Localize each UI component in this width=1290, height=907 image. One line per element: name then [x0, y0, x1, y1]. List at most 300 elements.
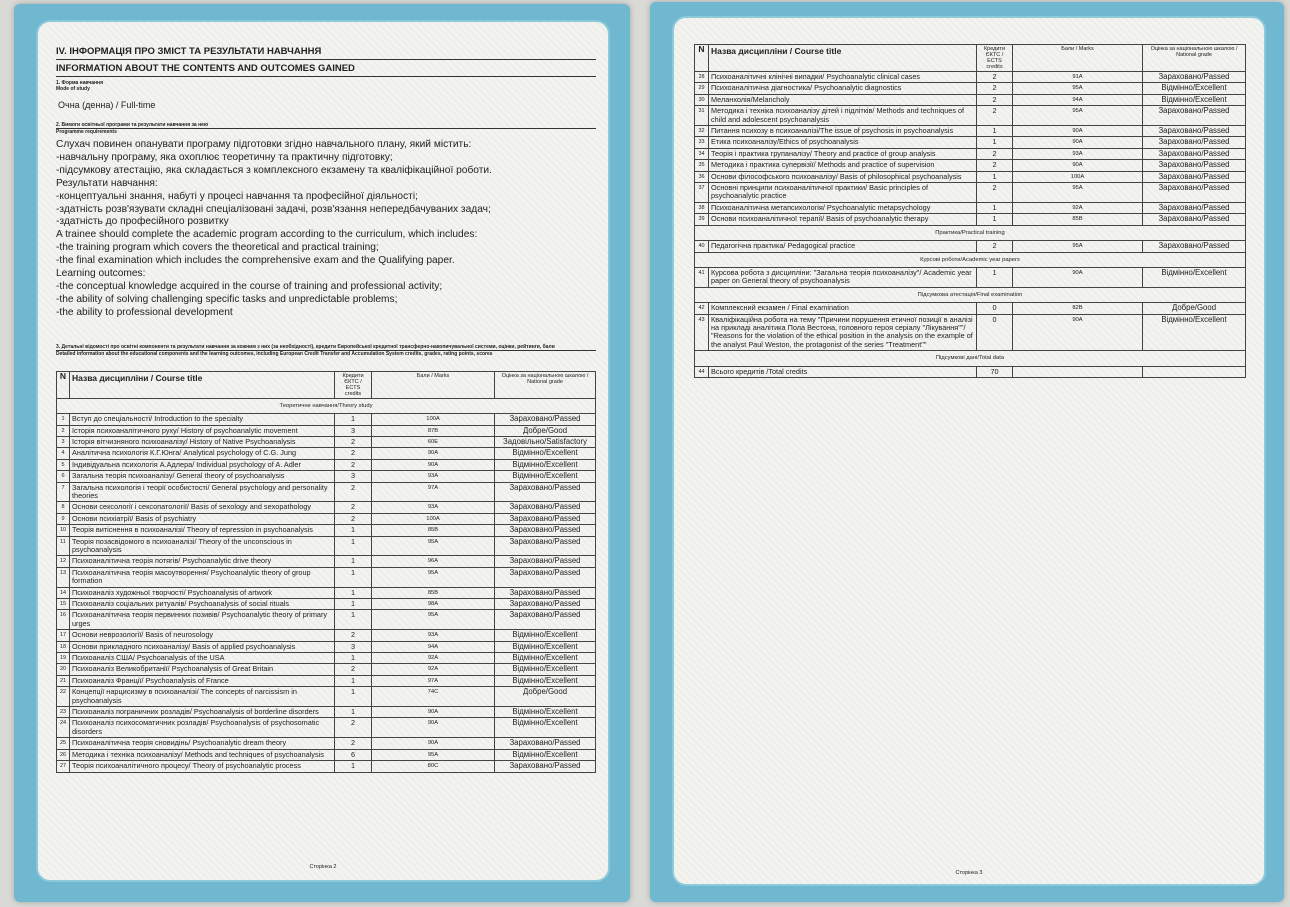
cell-mark: 95A	[372, 567, 495, 587]
cell-credits: 3	[335, 641, 372, 652]
table-row	[57, 471, 596, 482]
cell-n: 29	[695, 83, 709, 94]
cell-credits: 1	[335, 610, 372, 630]
cell-n: 8	[57, 502, 70, 513]
cell-title: Комплексний екзамен / Final examination	[709, 303, 977, 314]
cell-n: 24	[57, 718, 70, 738]
table-row	[57, 556, 596, 567]
cell-n: 7	[57, 482, 70, 502]
cell-credits: 1	[335, 653, 372, 664]
table-row	[57, 738, 596, 749]
cell-title: Теорія і практика групаналізу/ Theory and practice of group analysis	[709, 148, 977, 159]
cell-mark: 90A	[372, 459, 495, 470]
cell-title: Психоаналіз художньої творчості/ Psychoanalysis of artwork	[70, 587, 335, 598]
cell-n: 15	[57, 599, 70, 610]
cell-title: Історія психоаналітичного руху/ History of psychoanalytic movement	[70, 425, 335, 436]
cell-title: Психоаналіз США/ Psychoanalysis of the USA	[70, 653, 335, 664]
cell-credits: 70	[977, 366, 1013, 377]
cell-grade: Зараховано/Passed	[495, 525, 596, 536]
cell-mark: 93A	[372, 471, 495, 482]
requirement-line: Learning outcomes:	[56, 268, 146, 280]
cell-grade: Зараховано/Passed	[1143, 72, 1246, 83]
cell-title: Психоаналітична метапсихологія/ Psychoanalytic metapsychology	[709, 202, 977, 213]
cell-grade: Відмінно/Excellent	[495, 471, 596, 482]
table-row	[57, 587, 596, 598]
cell-mark: 90A	[372, 718, 495, 738]
cell-mark: 85B	[1013, 214, 1143, 225]
cell-grade: Зараховано/Passed	[1143, 171, 1246, 182]
cell-title: Психоаналіз соціальних ритуалів/ Psychoanalysis of social rituals	[70, 599, 335, 610]
cell-mark: 85B	[372, 525, 495, 536]
cell-grade: Відмінно/Excellent	[495, 749, 596, 760]
cell-title: Педагогічна практика/ Pedagogical practice	[709, 241, 977, 252]
cell-n: 14	[57, 587, 70, 598]
detail-label-uk: 3. Детальні відомості про освітні компоненти та результати навчання за кожним з них (за необхідності), кредити Європейської кредитної трансферно-накопичувальної системи, оцінки, рейтинги, бали	[56, 344, 596, 351]
cell-grade: Відмінно/Excellent	[495, 664, 596, 675]
cell-credits: 1	[335, 414, 372, 425]
cell-n: 22	[57, 687, 70, 707]
table-row	[57, 425, 596, 436]
cell-credits: 3	[335, 425, 372, 436]
table-row	[57, 749, 596, 760]
cell-mark: 74C	[372, 687, 495, 707]
cell-grade: Зараховано/Passed	[1143, 202, 1246, 213]
cell-credits: 1	[335, 525, 372, 536]
cell-n: 35	[695, 160, 709, 171]
table-row	[695, 126, 1246, 137]
cell-mark: 98A	[372, 599, 495, 610]
column-header-title: Назва дисципліни / Course title	[709, 45, 977, 72]
table-row	[57, 610, 596, 630]
cell-grade: Відмінно/Excellent	[1143, 83, 1246, 94]
cell-n: 16	[57, 610, 70, 630]
cell-n: 17	[57, 630, 70, 641]
table-row	[57, 641, 596, 652]
cell-credits: 2	[335, 502, 372, 513]
cell-mark: 93A	[372, 502, 495, 513]
cell-mark: 97A	[372, 482, 495, 502]
table-row	[57, 630, 596, 641]
cell-grade: Відмінно/Excellent	[495, 630, 596, 641]
cell-credits: 1	[335, 567, 372, 587]
cell-credits: 2	[335, 436, 372, 447]
cell-credits: 0	[977, 314, 1013, 351]
cell-n: 34	[695, 148, 709, 159]
cell-credits: 2	[977, 148, 1013, 159]
table-row	[695, 241, 1246, 252]
section-title: Підсумкові дані/Total data	[695, 351, 1246, 366]
requirement-line: -підсумкову атестацію, яка складається з комплексного екзамену та кваліфікаційної роботи.	[56, 164, 492, 176]
cell-grade: Задовільно/Satisfactory	[495, 436, 596, 447]
cell-grade: Зараховано/Passed	[1143, 160, 1246, 171]
cell-grade: Відмінно/Excellent	[1143, 314, 1246, 351]
mode-value: Очна (денна) / Full-time	[58, 100, 156, 110]
cell-credits: 2	[977, 160, 1013, 171]
cell-title: Основи філософського психоаналізу/ Basis of philosophical psychoanalysis	[709, 171, 977, 182]
cell-credits: 3	[335, 471, 372, 482]
table-row	[57, 436, 596, 447]
table-row	[57, 448, 596, 459]
cell-grade: Відмінно/Excellent	[1143, 267, 1246, 287]
table-row	[695, 94, 1246, 105]
cell-n: 28	[695, 72, 709, 83]
cell-n: 27	[57, 761, 70, 772]
column-header-grade: Оцінка за національною шкалою / National grade	[1143, 45, 1246, 72]
section-title: Курсові роботи/Academic year papers	[695, 252, 1246, 267]
column-header-title: Назва дисципліни / Course title	[70, 371, 335, 398]
cell-n: 40	[695, 241, 709, 252]
column-header-n: N	[57, 371, 70, 398]
cell-credits: 2	[977, 72, 1013, 83]
mode-label-en: Mode of study	[56, 86, 90, 92]
column-header-grade: Оцінка за національною шкалою / National grade	[495, 371, 596, 398]
table-row	[695, 366, 1246, 377]
cell-credits: 2	[335, 448, 372, 459]
cell-grade: Відмінно/Excellent	[495, 459, 596, 470]
table-row	[57, 482, 596, 502]
cell-title: Психоаналітична теорія масоутворення/ Psychoanalytic theory of group formation	[70, 567, 335, 587]
cell-grade: Зараховано/Passed	[495, 556, 596, 567]
page-number: Сторінка 2	[309, 864, 337, 870]
requirement-line: -концептуальні знання, набуті у процесі навчання та професійної діяльності;	[56, 190, 418, 202]
cell-credits: 2	[335, 664, 372, 675]
cell-title: Загальна психологія і теорії особистості/ General psychology and personality theories	[70, 482, 335, 502]
requirement-line: Результати навчання:	[56, 177, 158, 189]
cell-title: Основи прикладного психоаналізу/ Basis of applied psychoanalysis	[70, 641, 335, 652]
cell-n: 43	[695, 314, 709, 351]
cell-title: Методика і техніка психоаналізу/ Methods and techniques of psychoanalysis	[70, 749, 335, 760]
cell-credits: 1	[335, 587, 372, 598]
table-row	[695, 314, 1246, 351]
cell-title: Етика психоаналізу/Ethics of psychoanalysis	[709, 137, 977, 148]
cell-grade: Добре/Good	[1143, 303, 1246, 314]
cell-title: Питання психозу в психоаналізі/The issue of psychosis in psychoanalysis	[709, 126, 977, 137]
page-3	[650, 2, 1284, 902]
table-row	[57, 525, 596, 536]
cell-title: Психоаналітична теорія потягів/ Psychoanalytic drive theory	[70, 556, 335, 567]
cell-mark: 92A	[372, 653, 495, 664]
cell-n: 32	[695, 126, 709, 137]
cell-grade: Зараховано/Passed	[1143, 148, 1246, 159]
requirement-line: -the ability to professional development	[56, 306, 233, 318]
table-row	[695, 83, 1246, 94]
cell-title: Загальна теорія психоаналізу/ General theory of psychoanalysis	[70, 471, 335, 482]
cell-title: Психоаналіз Великобританії/ Psychoanalysis of Great Britain	[70, 664, 335, 675]
courses-table-right	[694, 44, 1246, 378]
cell-mark: 90A	[372, 738, 495, 749]
cell-title: Концепції нарцисизму в психоаналізі/ The concepts of narcissism in psychoanalysis	[70, 687, 335, 707]
cell-grade: Зараховано/Passed	[495, 761, 596, 772]
heading-uk: IV. ІНФОРМАЦІЯ ПРО ЗМІСТ ТА РЕЗУЛЬТАТИ НАВЧАННЯ	[56, 46, 596, 60]
cell-mark: 100A	[372, 414, 495, 425]
cell-title: Кваліфікаційна робота на тему "Причини порушення етичної позиції в аналізі на прикладі аналітика Пола Вестона, головного героя серіалу "Лікування""/ "Reasons for the violation of the ethical position in the analysis on the example of the analyst Paul Weston, the protagonist of the series "Treatment""	[709, 314, 977, 351]
cell-mark: 90A	[372, 448, 495, 459]
cell-credits: 2	[335, 459, 372, 470]
cell-grade: Відмінно/Excellent	[1143, 94, 1246, 105]
cell-grade: Зараховано/Passed	[495, 502, 596, 513]
requirement-line: Слухач повинен опанувати програму підготовки згідно навчального плану, який містить:	[56, 139, 472, 150]
cell-grade: Зараховано/Passed	[495, 513, 596, 524]
cell-grade: Зараховано/Passed	[495, 587, 596, 598]
column-header-credits: Кредити ЄКТС / ECTS credits	[335, 371, 372, 398]
table-row	[695, 148, 1246, 159]
cell-n: 26	[57, 749, 70, 760]
cell-n: 41	[695, 267, 709, 287]
table-row	[57, 664, 596, 675]
cell-title: Теорія позасвідомого в психоаналізі/ Theory of the unconscious in psychoanalysis	[70, 536, 335, 556]
section-title: Підсумкова атестація/Final examination	[695, 287, 1246, 302]
cell-n: 12	[57, 556, 70, 567]
cell-mark: 95A	[372, 749, 495, 760]
cell-n: 13	[57, 567, 70, 587]
cell-mark: 91A	[1013, 72, 1143, 83]
cell-credits: 1	[335, 599, 372, 610]
cell-credits: 1	[335, 556, 372, 567]
page-2-paper	[36, 20, 610, 882]
table-row	[57, 675, 596, 686]
requirement-line: -the final examination which includes the comprehensive exam and the Qualifying paper.	[56, 255, 455, 267]
table-row	[695, 171, 1246, 182]
table-row	[57, 536, 596, 556]
cell-mark	[1013, 366, 1143, 377]
mode-label-uk: 1. Форма навчання	[56, 80, 103, 86]
cell-n: 39	[695, 214, 709, 225]
cell-credits: 1	[977, 202, 1013, 213]
cell-n: 37	[695, 183, 709, 203]
table-row	[57, 599, 596, 610]
cell-n: 21	[57, 675, 70, 686]
cell-title: Меланхолія/Melancholy	[709, 94, 977, 105]
cell-n: 30	[695, 94, 709, 105]
cell-credits: 1	[977, 126, 1013, 137]
requirement-line: -здатність розв'язувати складні спеціалізовані задачі, розв'язання непередбачуваних задач;	[56, 203, 491, 215]
cell-mark: 85B	[372, 587, 495, 598]
cell-credits: 1	[335, 536, 372, 556]
cell-grade: Відмінно/Excellent	[495, 718, 596, 738]
section-row	[695, 225, 1246, 240]
cell-mark: 95A	[1013, 183, 1143, 203]
table-row	[57, 687, 596, 707]
cell-mark: 80C	[372, 761, 495, 772]
page-2	[14, 4, 630, 902]
cell-credits: 2	[335, 513, 372, 524]
cell-title: Курсова робота з дисципліни: "Загальна теорія психоаналізу"/ Academic year paper on General theory of psychoanalysis	[709, 267, 977, 287]
section-row	[695, 287, 1246, 302]
cell-n: 23	[57, 707, 70, 718]
cell-title: Теорія психоаналітичного процесу/ Theory of psychoanalytic process	[70, 761, 335, 772]
section-title: Теоретичне навчання/Theory study	[57, 398, 596, 413]
cell-title: Основи психоаналітичної терапії/ Basis of psychoanalytic therapy	[709, 214, 977, 225]
table-row	[57, 718, 596, 738]
cell-title: Історія вітчизняного психоаналізу/ History of Native Psychoanalysis	[70, 436, 335, 447]
cell-title: Вступ до спеціальності/ Introduction to the specialty	[70, 414, 335, 425]
cell-title: Психоаналітична діагностика/ Psychoanalytic diagnostics	[709, 83, 977, 94]
cell-title: Психоаналітична теорія сновидінь/ Psychoanalytic dream theory	[70, 738, 335, 749]
column-header-credits: Кредити ЄКТС / ECTS credits	[977, 45, 1013, 72]
cell-grade: Зараховано/Passed	[1143, 137, 1246, 148]
cell-mark: 92A	[1013, 202, 1143, 213]
cell-credits: 2	[977, 183, 1013, 203]
cell-credits: 1	[335, 675, 372, 686]
table-row	[695, 160, 1246, 171]
cell-n: 9	[57, 513, 70, 524]
table-row	[695, 202, 1246, 213]
cell-mark: 90A	[1013, 126, 1143, 137]
cell-mark: 90A	[1013, 314, 1143, 351]
cell-n: 2	[57, 425, 70, 436]
cell-grade: Відмінно/Excellent	[495, 641, 596, 652]
table-row	[57, 761, 596, 772]
page-number: Сторінка 3	[955, 870, 983, 876]
requirement-line: -навчальну програму, яка охоплює теоретичну та практичну підготовку;	[56, 151, 393, 163]
cell-mark: 94A	[372, 641, 495, 652]
section-row	[695, 252, 1246, 267]
column-header-mark: Бали / Marks	[1013, 45, 1143, 72]
cell-credits: 1	[335, 707, 372, 718]
section-row	[57, 398, 596, 413]
cell-grade: Зараховано/Passed	[495, 482, 596, 502]
requirement-line: A trainee should complete the academic program according to the curriculum, which includes:	[56, 229, 478, 241]
cell-grade: Зараховано/Passed	[495, 599, 596, 610]
cell-mark: 90A	[1013, 137, 1143, 148]
req-label-uk: 2. Вимоги освітньої програми та результати навчання за нею	[56, 122, 596, 129]
cell-title: Психоаналіз пограничних розладів/ Psychoanalysis of borderline disorders	[70, 707, 335, 718]
table-row	[695, 137, 1246, 148]
section-row	[695, 351, 1246, 366]
cell-title: Психоаналіз Франції/ Psychoanalysis of France	[70, 675, 335, 686]
cell-n: 1	[57, 414, 70, 425]
cell-n: 10	[57, 525, 70, 536]
table-row	[57, 459, 596, 470]
cell-title: Основні принципи психоаналітичної практики/ Basic principles of psychoanalytic practice	[709, 183, 977, 203]
cell-grade: Зараховано/Passed	[1143, 214, 1246, 225]
cell-mark: 96A	[372, 556, 495, 567]
cell-grade	[1143, 366, 1246, 377]
cell-credits: 6	[335, 749, 372, 760]
cell-credits: 2	[335, 630, 372, 641]
table-row	[695, 106, 1246, 126]
cell-title: Індивідуальна психологія А.Адлера/ Individual psychology of A. Adler	[70, 459, 335, 470]
table-row	[695, 214, 1246, 225]
cell-mark: 87B	[372, 425, 495, 436]
cell-grade: Відмінно/Excellent	[495, 653, 596, 664]
cell-n: 25	[57, 738, 70, 749]
table-row	[57, 502, 596, 513]
cell-credits: 1	[335, 687, 372, 707]
table-row	[695, 303, 1246, 314]
cell-n: 42	[695, 303, 709, 314]
cell-mark: 93A	[372, 630, 495, 641]
cell-mark: 95A	[1013, 83, 1143, 94]
cell-grade: Зараховано/Passed	[495, 738, 596, 749]
cell-mark: 94A	[1013, 94, 1143, 105]
cell-mark: 100A	[1013, 171, 1143, 182]
cell-grade: Відмінно/Excellent	[495, 675, 596, 686]
cell-n: 38	[695, 202, 709, 213]
cell-mark: 60E	[372, 436, 495, 447]
cell-n: 20	[57, 664, 70, 675]
cell-grade: Зараховано/Passed	[495, 536, 596, 556]
cell-title: Психоаналітична теорія первинних позивів/ Psychoanalytic theory of primary urges	[70, 610, 335, 630]
cell-mark: 92A	[372, 664, 495, 675]
section-title: Практика/Practical training	[695, 225, 1246, 240]
table-row	[57, 653, 596, 664]
cell-mark: 90A	[1013, 160, 1143, 171]
cell-mark: 90A	[1013, 267, 1143, 287]
cell-grade: Зараховано/Passed	[1143, 126, 1246, 137]
cell-credits: 2	[977, 83, 1013, 94]
cell-grade: Відмінно/Excellent	[495, 707, 596, 718]
cell-title: Всього кредитів /Total credits	[709, 366, 977, 377]
table-row	[57, 707, 596, 718]
cell-n: 44	[695, 366, 709, 377]
cell-credits: 1	[335, 761, 372, 772]
courses-table-left	[56, 371, 596, 773]
cell-n: 4	[57, 448, 70, 459]
cell-title: Методика і практика супервізії/ Methods and practice of supervision	[709, 160, 977, 171]
table-row	[695, 183, 1246, 203]
heading-en: INFORMATION ABOUT THE CONTENTS AND OUTCOMES GAINED	[56, 63, 596, 77]
cell-n: 6	[57, 471, 70, 482]
page-3-paper	[672, 16, 1266, 886]
cell-credits: 2	[335, 718, 372, 738]
cell-mark: 95A	[1013, 241, 1143, 252]
cell-n: 5	[57, 459, 70, 470]
requirement-line: -the conceptual knowledge acquired in the course of training and professional activity;	[56, 280, 443, 292]
column-header-mark: Бали / Marks	[372, 371, 495, 398]
cell-credits: 2	[335, 482, 372, 502]
cell-credits: 1	[977, 171, 1013, 182]
table-row	[57, 414, 596, 425]
cell-title: Основи психіатрії/ Basis of psychiatry	[70, 513, 335, 524]
cell-mark: 95A	[1013, 106, 1143, 126]
table-row	[695, 72, 1246, 83]
cell-title: Аналітична психологія К.Г.Юнга/ Analytical psychology of C.G. Jung	[70, 448, 335, 459]
cell-grade: Зараховано/Passed	[1143, 183, 1246, 203]
table-row	[695, 267, 1246, 287]
cell-grade: Зараховано/Passed	[495, 567, 596, 587]
cell-mark: 97A	[372, 675, 495, 686]
cell-n: 31	[695, 106, 709, 126]
cell-mark: 100A	[372, 513, 495, 524]
cell-credits: 2	[977, 94, 1013, 105]
cell-mark: 82B	[1013, 303, 1143, 314]
cell-n: 19	[57, 653, 70, 664]
cell-grade: Зараховано/Passed	[1143, 106, 1246, 126]
cell-grade: Відмінно/Excellent	[495, 448, 596, 459]
cell-credits: 1	[977, 137, 1013, 148]
cell-credits: 1	[977, 214, 1013, 225]
cell-mark: 95A	[372, 536, 495, 556]
cell-credits: 2	[977, 106, 1013, 126]
cell-mark: 95A	[372, 610, 495, 630]
cell-grade: Добре/Good	[495, 687, 596, 707]
table-row	[57, 567, 596, 587]
cell-grade: Зараховано/Passed	[1143, 241, 1246, 252]
cell-credits: 0	[977, 303, 1013, 314]
table-row	[57, 513, 596, 524]
cell-credits: 1	[977, 267, 1013, 287]
requirement-line: -the ability of solving challenging specific tasks and unpredictable problems;	[56, 293, 398, 305]
cell-title: Теорія витіснення в психоаналізі/ Theory of repression in psychoanalysis	[70, 525, 335, 536]
detail-label-en: Detailed information about the educational components and the learning outcomes, including European Credit Transfer and Accumulation System credits, grades, rating points, scores	[56, 350, 493, 357]
requirement-line: -the training program which covers the theoretical and practical training;	[56, 242, 379, 254]
cell-n: 36	[695, 171, 709, 182]
cell-n: 18	[57, 641, 70, 652]
programme-requirements	[56, 139, 596, 320]
cell-n: 3	[57, 436, 70, 447]
cell-title: Психоаналіз психосоматичних розладів/ Psychoanalysis of psychosomatic disorders	[70, 718, 335, 738]
